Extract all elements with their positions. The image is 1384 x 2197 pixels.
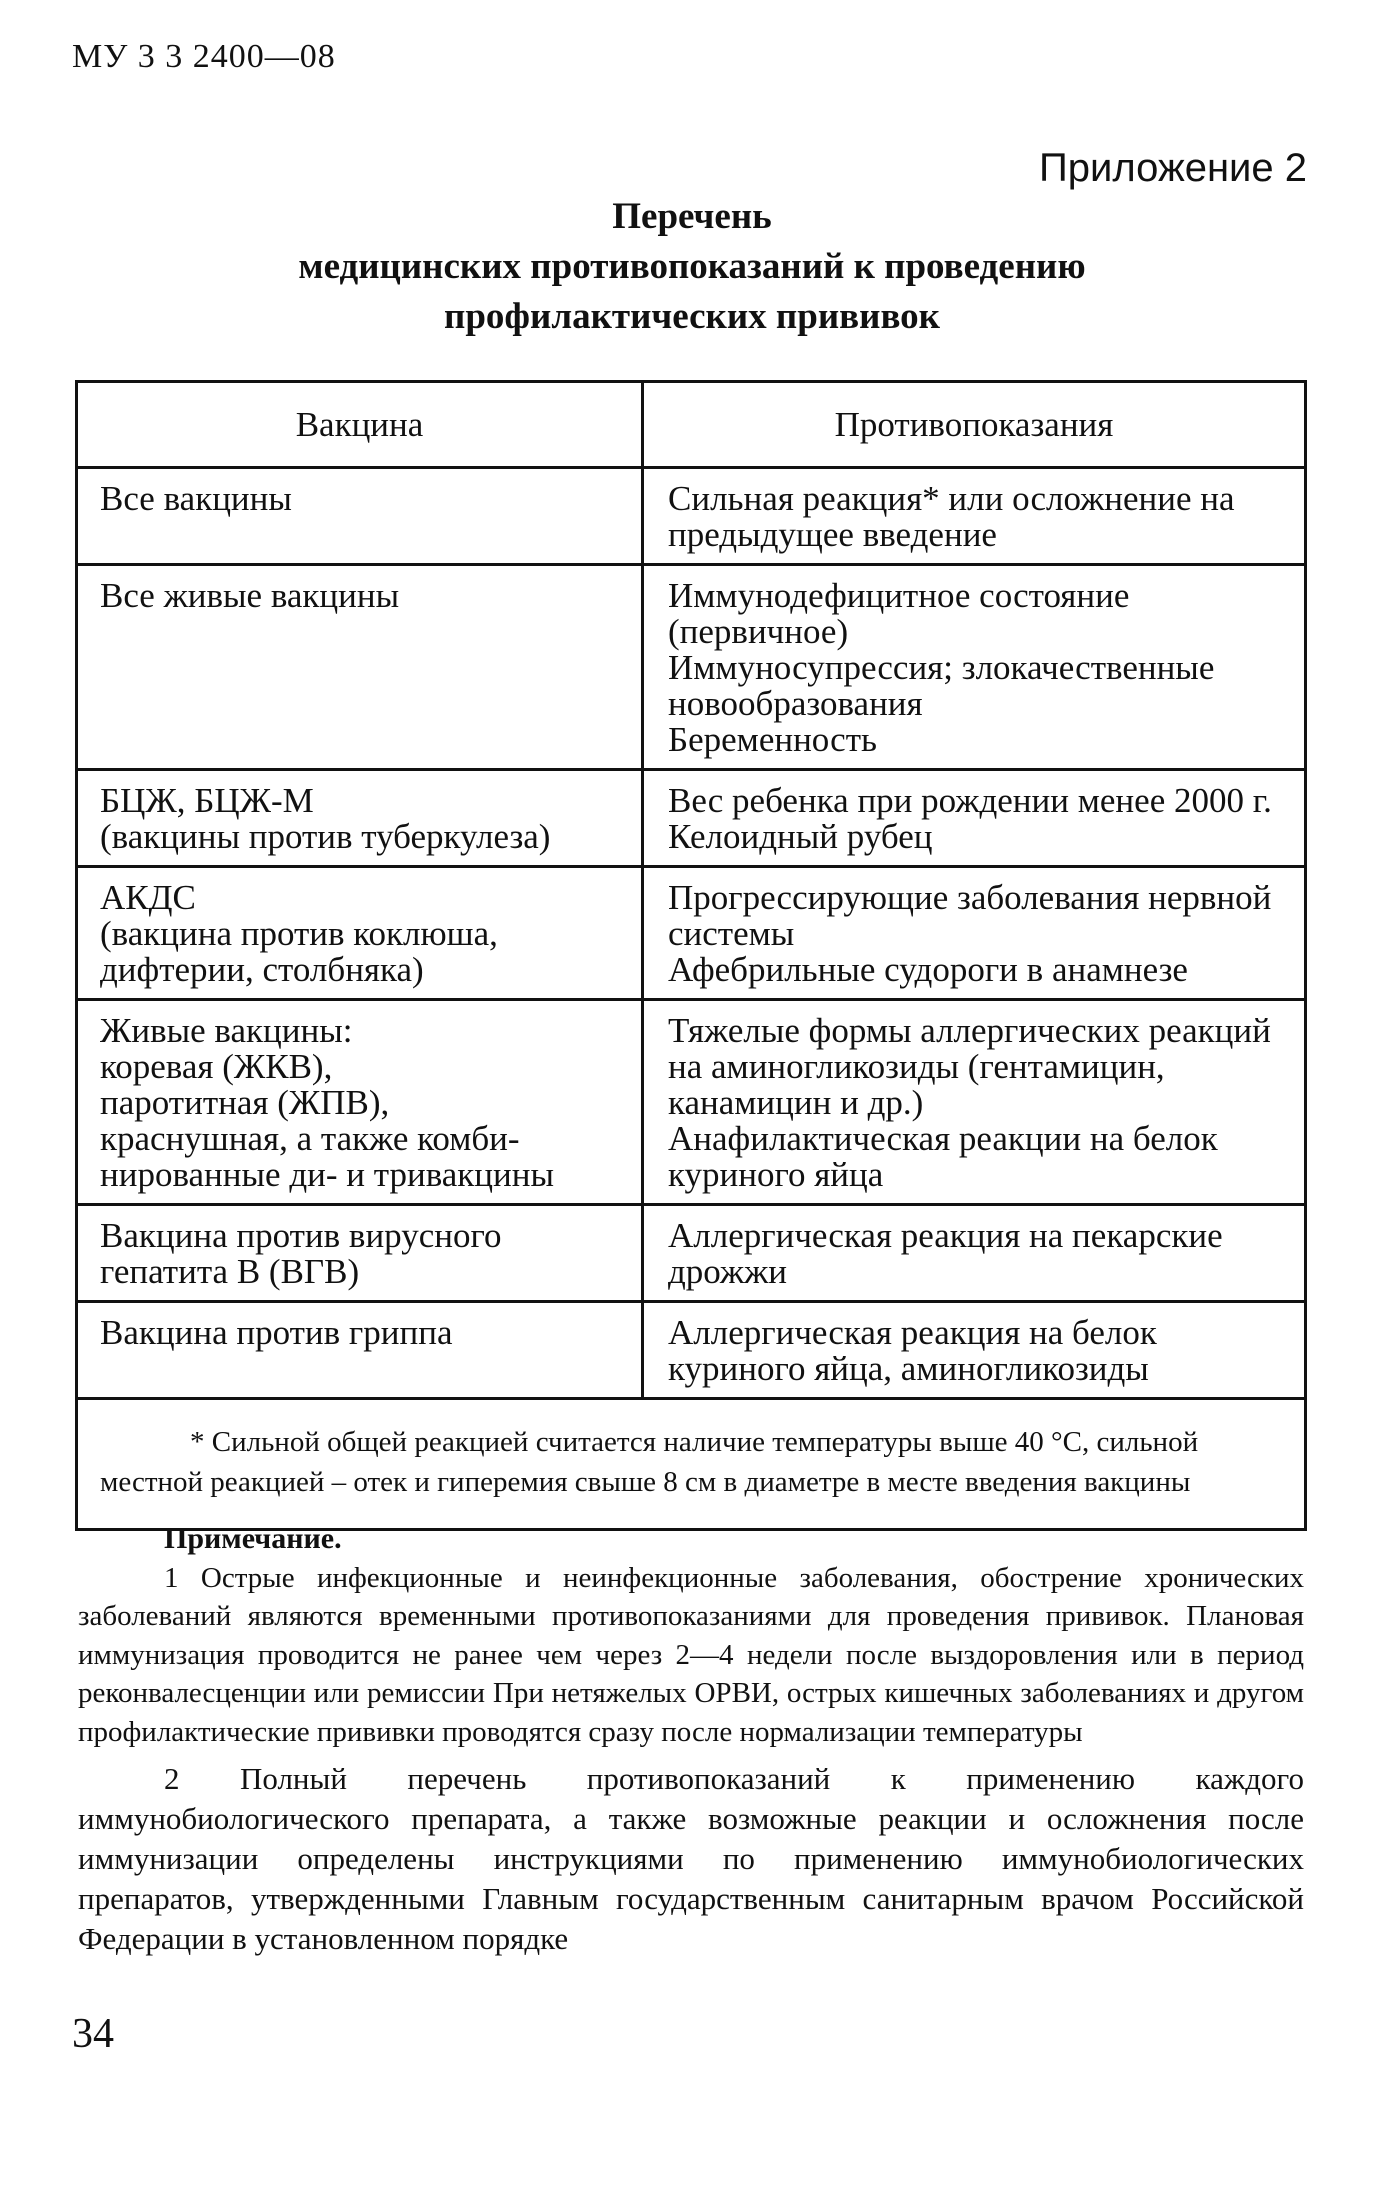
vaccine-cell [77,1205,643,1302]
vaccine-cell [77,867,643,1000]
note-1: 1 Острые инфекционные и неинфекционные заболевания, обострение хронических заболеваний являются временными противопоказаниями для проведения прививок. Плановая иммунизация проводится не ранее чем через 2—4 недели после выздоровления или в период реконвалесценции или ремиссии При нетяжелых ОРВИ, острых кишечных заболеваниях и другом профилактические прививки проводятся сразу после нормализации температуры [78,1561,1304,1748]
contraindication-cell [643,1302,1306,1399]
vaccine-cell [77,1000,643,1205]
contraindication-cell-line: Аллергическая реакция на белок [668,1313,1157,1352]
vaccine-cell-line: коревая (ЖКВ), [100,1047,333,1086]
contraindication-cell [643,468,1306,565]
contraindication-cell [643,565,1306,770]
vaccine-cell-line: Вакцина против вирусного [100,1216,502,1255]
notes-heading: Примечание. [164,1522,342,1555]
vaccine-cell-line: (вакцины против туберкулеза) [100,817,551,856]
contraindication-cell-line: Прогрессирующие заболевания нервной [668,878,1272,917]
contraindication-cell-line: системы [668,914,795,953]
notes-section [78,1520,1304,1959]
contraindication-cell-line: Афебрильные судороги в анамнезе [668,950,1188,989]
contraindication-cell-line: (первичное) [668,612,849,651]
contraindication-cell-line: дрожжи [668,1252,788,1291]
vaccine-cell-line: Живые вакцины: [100,1011,353,1050]
column-header-vaccine: Вакцина [77,382,643,468]
vaccine-cell [77,565,643,770]
contraindication-cell [643,770,1306,867]
vaccine-cell-line: АКДС [100,878,196,917]
contraindication-cell-line: Тяжелые формы аллергических реакций [668,1011,1271,1050]
table-footnote: * Сильной общей реакцией считается наличие температуры выше 40 °С, сильной местной реакцией – отек и гиперемия свыше 8 см в диаметре в месте введения вакцины [77,1399,1306,1530]
title-line-1: Перечень [612,196,772,237]
vaccine-cell-line: паротитная (ЖПВ), [100,1083,390,1122]
contraindication-cell-line: Анафилактическая реакции на белок [668,1119,1218,1158]
contraindication-cell-line: новообразования [668,684,923,723]
table-row [77,468,1306,565]
contraindication-cell-line: Келоидный рубец [668,817,933,856]
table-footnote-row [77,1399,1306,1530]
column-header-contraindications: Противопоказания [643,382,1306,468]
vaccine-cell [77,770,643,867]
vaccine-cell-line: Все вакцины [100,479,292,518]
contraindication-cell-line: на аминогликозиды (гентамицин, [668,1047,1165,1086]
vaccine-cell-line: гепатита В (ВГВ) [100,1252,360,1291]
table-body [77,468,1306,1399]
contraindication-cell-line: Сильная реакция* или осложнение на [668,479,1235,518]
document-code: МУ 3 3 2400—08 [72,38,336,75]
contraindication-cell [643,867,1306,1000]
contraindication-cell [643,1000,1306,1205]
table-row [77,770,1306,867]
contraindication-cell-line: куриного яйца, аминогликозиды [668,1349,1149,1388]
contraindication-cell-line: Беременность [668,720,877,759]
note-2: 2 Полный перечень противопоказаний к применению каждого иммунобиологического препарата, а также возможные реакции и осложнения после иммунизации определены инструкциями по применению иммунобиологических препаратов, утвержденными Главным государственным санитарным врачом Российской Федерации в установленном порядке [78,1761,1304,1956]
vaccine-cell-line: Все живые вакцины [100,576,400,615]
vaccine-cell [77,1302,643,1399]
table-row [77,867,1306,1000]
vaccine-cell-line: БЦЖ, БЦЖ-М [100,781,314,820]
vaccine-cell-line: краснушная, а также комби- [100,1119,520,1158]
contraindication-cell-line: предыдущее введение [668,515,997,554]
contraindication-cell-line: канамицин и др.) [668,1083,924,1122]
contraindication-cell [643,1205,1306,1302]
contraindication-cell-line: Иммунодефицитное состояние [668,576,1130,615]
page-number: 34 [72,2011,114,2057]
table-header-row [77,382,1306,468]
vaccine-cell-line: Вакцина против гриппа [100,1313,453,1352]
table-row [77,1000,1306,1205]
vaccine-cell-line: дифтерии, столбняка) [100,950,424,989]
contraindications-table [75,380,1307,1531]
document-title [0,192,1384,342]
vaccine-cell [77,468,643,565]
contraindication-cell-line: Иммуносупрессия; злокачественные [668,648,1215,687]
table-row [77,1205,1306,1302]
contraindication-cell-line: Вес ребенка при рождении менее 2000 г. [668,781,1272,820]
vaccine-cell-line: (вакцина против коклюша, [100,914,498,953]
table-row [77,565,1306,770]
title-line-2: медицинских противопоказаний к проведению [298,246,1086,287]
contraindication-cell-line: Аллергическая реакция на пекарские [668,1216,1223,1255]
appendix-label: Приложение 2 [1039,146,1307,190]
table-row [77,1302,1306,1399]
vaccine-cell-line: нированные ди- и тривакцины [100,1155,555,1194]
title-line-3: профилактических прививок [444,296,940,337]
contraindication-cell-line: куриного яйца [668,1155,884,1194]
